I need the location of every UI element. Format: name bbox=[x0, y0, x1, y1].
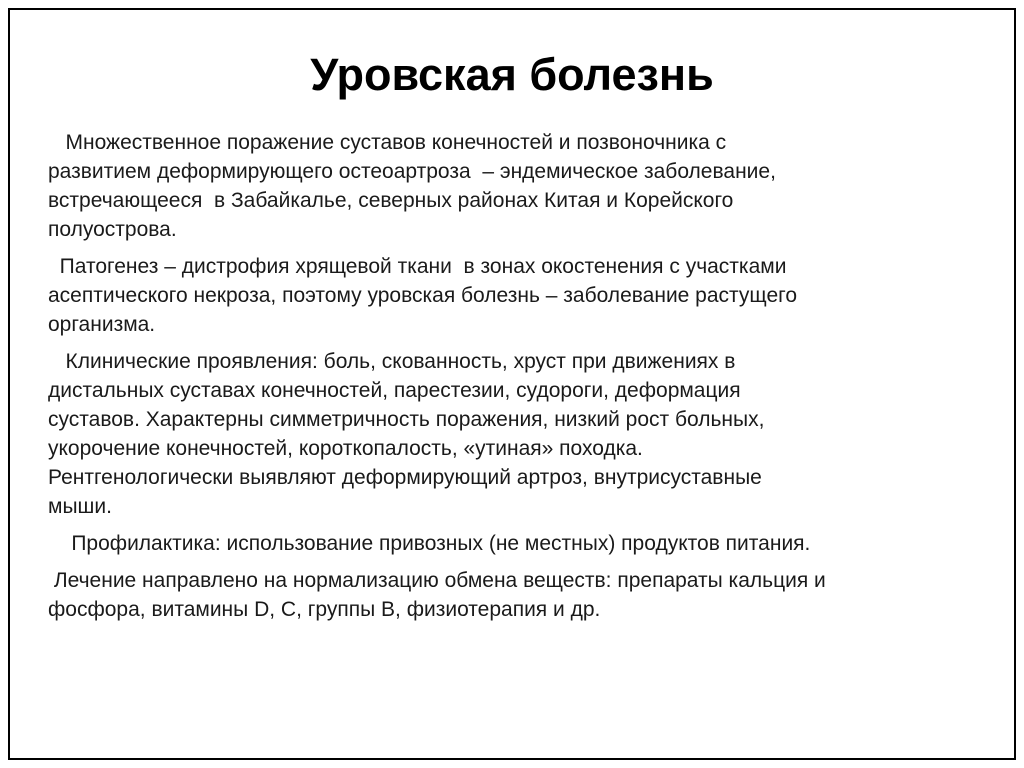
text-line: организма. bbox=[48, 313, 156, 336]
slide-title: Уровская болезнь bbox=[310, 49, 714, 100]
text-line: Патогенез – дистрофия хрящевой ткани в зонах окостенения с участками bbox=[48, 255, 787, 278]
text-line: асептического некроза, поэтому уровская болезнь – заболевание растущего bbox=[48, 284, 797, 307]
text-line: встречающееся в Забайкалье, северных районах Китая и Корейского bbox=[48, 189, 734, 212]
slide-body bbox=[48, 128, 998, 632]
text-line: Профилактика: использование привозных (не местных) продуктов питания. bbox=[48, 532, 811, 555]
text-line: Клинические проявления: боль, скованность, хруст при движениях в bbox=[48, 350, 736, 373]
text-line: Множественное поражение суставов конечностей и позвоночника с bbox=[48, 131, 727, 154]
text-line: суставов. Характерны симметричность поражения, низкий рост больных, bbox=[48, 408, 765, 431]
paragraph-prevention bbox=[48, 529, 998, 558]
text-line: Лечение направлено на нормализацию обмена веществ: препараты кальция и bbox=[48, 569, 826, 592]
text-line: дистальных суставах конечностей, парестезии, судороги, деформация bbox=[48, 379, 741, 402]
paragraph-pathogenesis bbox=[48, 252, 998, 339]
paragraph-definition bbox=[48, 128, 998, 244]
text-line: Рентгенологически выявляют деформирующий артроз, внутрисуставные bbox=[48, 466, 762, 489]
text-line: укорочение конечностей, короткопалость, «утиная» походка. bbox=[48, 437, 643, 460]
paragraph-clinical bbox=[48, 347, 998, 521]
text-line: полуострова. bbox=[48, 218, 177, 241]
text-line: развитием деформирующего остеоартроза – эндемическое заболевание, bbox=[48, 160, 776, 183]
text-line: фосфора, витамины D, C, группы B, физиотерапия и др. bbox=[48, 598, 601, 621]
text-line: мыши. bbox=[48, 495, 112, 518]
paragraph-treatment bbox=[48, 566, 998, 624]
